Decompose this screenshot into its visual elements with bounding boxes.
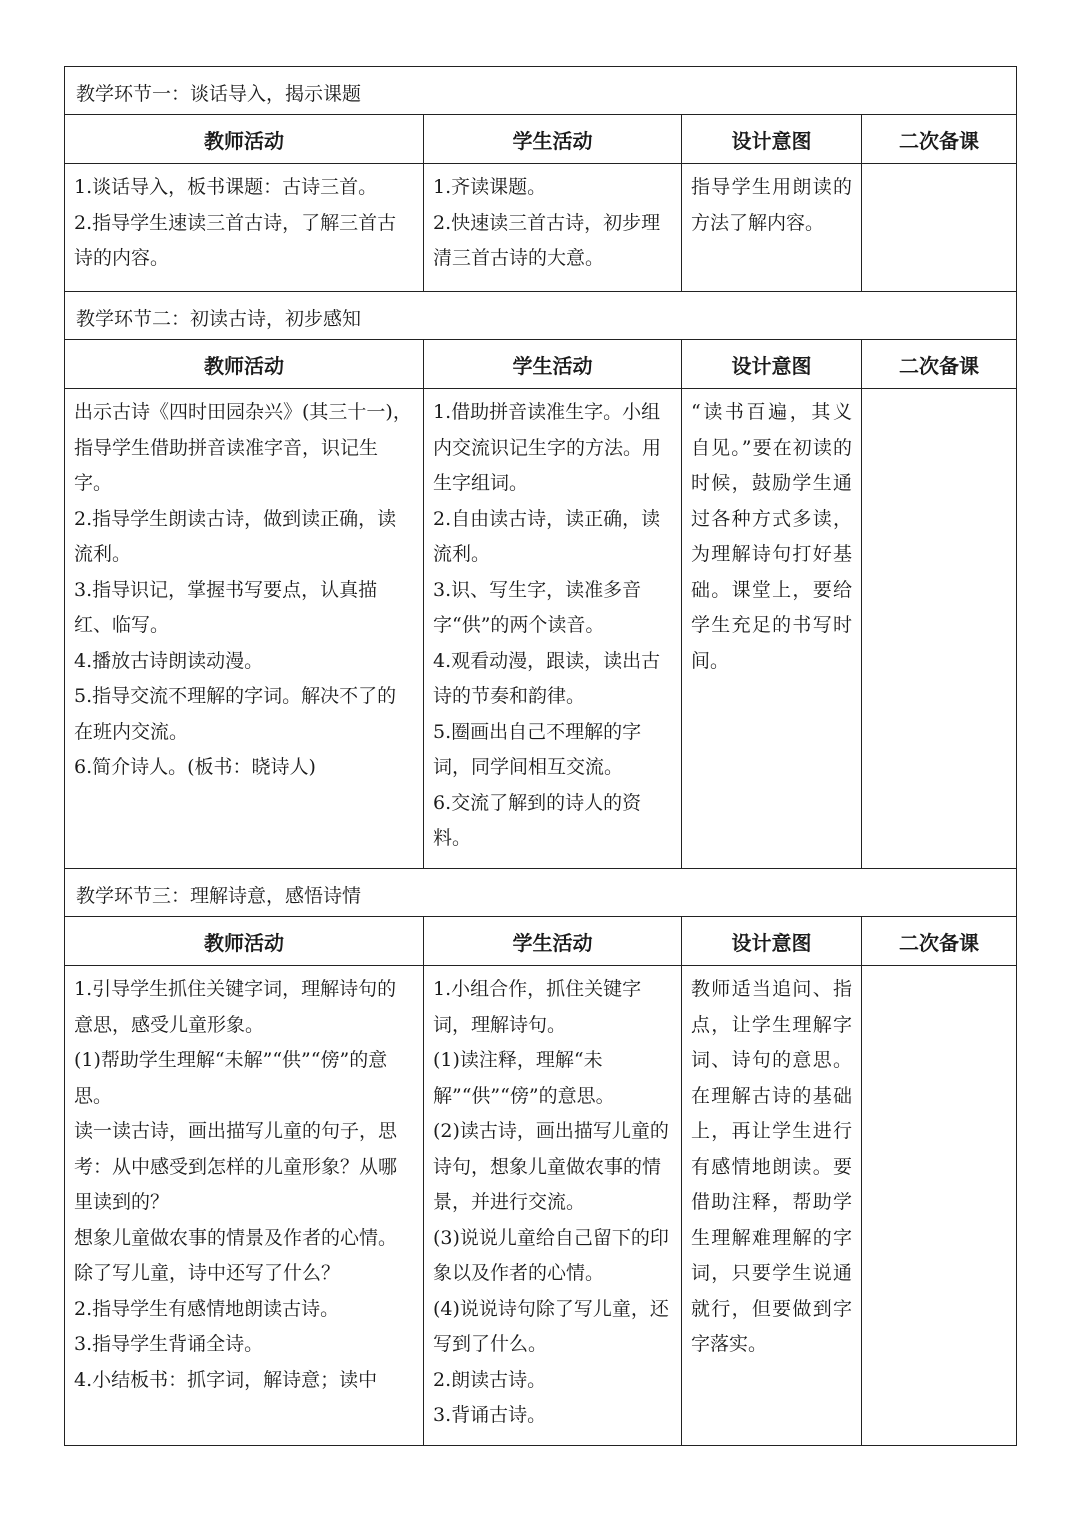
teacher-step: 除了写儿童，诗中还写了什么？ bbox=[74, 1262, 341, 1284]
student-step: 1.齐读课题。 bbox=[433, 176, 547, 198]
student-step: 4.观看动漫，跟读，读出古诗的节奏和韵律。 bbox=[433, 649, 661, 707]
student-step: 6.交流了解到的诗人的资料。 bbox=[433, 791, 642, 849]
section-3-content-row bbox=[65, 966, 1017, 1446]
section-1-title-row bbox=[65, 67, 1017, 115]
student-step: 1.小组合作，抓住关键字词，理解诗句。 bbox=[433, 978, 642, 1036]
teacher-step: 出示古诗《四时田园杂兴》(其三十一)，指导学生借助拼音读准字音，识记生字。 bbox=[74, 401, 412, 494]
section-title: 教学环节三：理解诗意，感悟诗情 bbox=[65, 869, 1017, 917]
design-intent-text: 指导学生用朗读的方法了解内容。 bbox=[691, 176, 852, 234]
lesson-plan-table bbox=[64, 66, 1017, 1446]
student-step: 1.借助拼音读准生字。小组内交流识记生字的方法。用生字组词。 bbox=[433, 401, 662, 494]
teacher-step: 1.引导学生抓住关键字词，理解诗句的意思，感受儿童形象。 bbox=[74, 978, 397, 1036]
header-design-intent: 设计意图 bbox=[682, 115, 862, 164]
section-2-header-row bbox=[65, 340, 1017, 389]
second-preparation-cell bbox=[862, 164, 1017, 292]
design-intent-text: “读书百遍，其义自见。”要在初读的时候，鼓励学生通过各种方式多读，为理解诗句打好基础。课堂上，要给学生充足的书写时间。 bbox=[691, 401, 852, 672]
student-step: (3)说说儿童给自己留下的印象以及作者的心情。 bbox=[433, 1226, 669, 1284]
student-step: (4)说说诗句除了写儿童，还写到了什么。 bbox=[433, 1297, 669, 1355]
teacher-step: 4.播放古诗朗读动漫。 bbox=[74, 649, 264, 672]
student-step: 2.朗读古诗。 bbox=[433, 1368, 547, 1391]
teacher-step: 读一读古诗，画出描写儿童的句子，思考：从中感受到怎样的儿童形象？从哪里读到的？ bbox=[74, 1120, 398, 1213]
teacher-step: 3.指导学生背诵全诗。 bbox=[74, 1333, 264, 1355]
header-second-preparation: 二次备课 bbox=[862, 917, 1017, 966]
second-preparation-cell bbox=[862, 389, 1017, 869]
teacher-step: 3.指导识记，掌握书写要点，认真描红、临写。 bbox=[74, 578, 378, 636]
second-preparation-cell bbox=[862, 966, 1017, 1446]
teacher-activity-cell bbox=[65, 164, 424, 292]
section-1-content-row bbox=[65, 164, 1017, 292]
header-design-intent: 设计意图 bbox=[682, 340, 862, 389]
header-student-activity: 学生活动 bbox=[424, 917, 682, 966]
teacher-step: (1)帮助学生理解“未解”“供”“傍”的意思。 bbox=[74, 1049, 388, 1107]
teacher-step: 2.指导学生有感情地朗读古诗。 bbox=[74, 1297, 340, 1320]
header-teacher-activity: 教师活动 bbox=[65, 340, 424, 389]
student-step: 5.圈画出自己不理解的字词，同学间相互交流。 bbox=[433, 720, 642, 778]
design-intent-text: 教师适当追问、指点，让学生理解字词、诗句的意思。在理解古诗的基础上，再让学生进行有感情地朗读。要借助注释，帮助学生理解难理解的字词，只要学生说通就行，但要做到字字落实。 bbox=[691, 978, 852, 1355]
teacher-step: 5.指导交流不理解的字词。解决不了的在班内交流。 bbox=[74, 685, 397, 743]
teacher-step: 6.简介诗人。(板书：晓诗人) bbox=[74, 756, 316, 778]
design-intent-cell bbox=[682, 164, 862, 292]
design-intent-cell bbox=[682, 966, 862, 1446]
header-teacher-activity: 教师活动 bbox=[65, 917, 424, 966]
teacher-activity-cell bbox=[65, 966, 424, 1446]
student-step: (2)读古诗，画出描写儿童的诗句，想象儿童做农事的情景，并进行交流。 bbox=[433, 1120, 669, 1213]
section-2-title-row bbox=[65, 292, 1017, 340]
student-activity-cell bbox=[424, 389, 682, 869]
teacher-step: 2.指导学生朗读古诗，做到读正确，读流利。 bbox=[74, 507, 397, 565]
header-second-preparation: 二次备课 bbox=[862, 115, 1017, 164]
student-step: 2.自由读古诗，读正确，读流利。 bbox=[433, 507, 661, 565]
student-step: 3.背诵古诗。 bbox=[433, 1404, 547, 1426]
section-2-content-row bbox=[65, 389, 1017, 869]
teacher-step: 4.小结板书：抓字词，解诗意；读中 bbox=[74, 1368, 378, 1391]
teacher-step: 1.谈话导入，板书课题：古诗三首。 bbox=[74, 176, 378, 198]
teacher-step: 2.指导学生速读三首古诗，了解三首古诗的内容。 bbox=[74, 211, 397, 269]
student-activity-cell bbox=[424, 966, 682, 1446]
design-intent-cell bbox=[682, 389, 862, 869]
header-second-preparation: 二次备课 bbox=[862, 340, 1017, 389]
student-step: 3.识、写生字，读准多音字“供”的两个读音。 bbox=[433, 578, 642, 636]
header-student-activity: 学生活动 bbox=[424, 115, 682, 164]
student-step: (1)读注释，理解“未 解”“供”“傍”的意思。 bbox=[433, 1049, 615, 1107]
student-step: 2.快速读三首古诗，初步理清三首古诗的大意。 bbox=[433, 211, 661, 269]
header-teacher-activity: 教师活动 bbox=[65, 115, 424, 164]
section-title: 教学环节二：初读古诗，初步感知 bbox=[65, 292, 1017, 340]
teacher-step: 想象儿童做农事的情景及作者的心情。 bbox=[74, 1226, 398, 1249]
teacher-activity-cell bbox=[65, 389, 424, 869]
header-design-intent: 设计意图 bbox=[682, 917, 862, 966]
header-student-activity: 学生活动 bbox=[424, 340, 682, 389]
section-1-header-row bbox=[65, 115, 1017, 164]
section-3-header-row bbox=[65, 917, 1017, 966]
section-title: 教学环节一：谈话导入，揭示课题 bbox=[65, 67, 1017, 115]
section-3-title-row bbox=[65, 869, 1017, 917]
student-activity-cell bbox=[424, 164, 682, 292]
